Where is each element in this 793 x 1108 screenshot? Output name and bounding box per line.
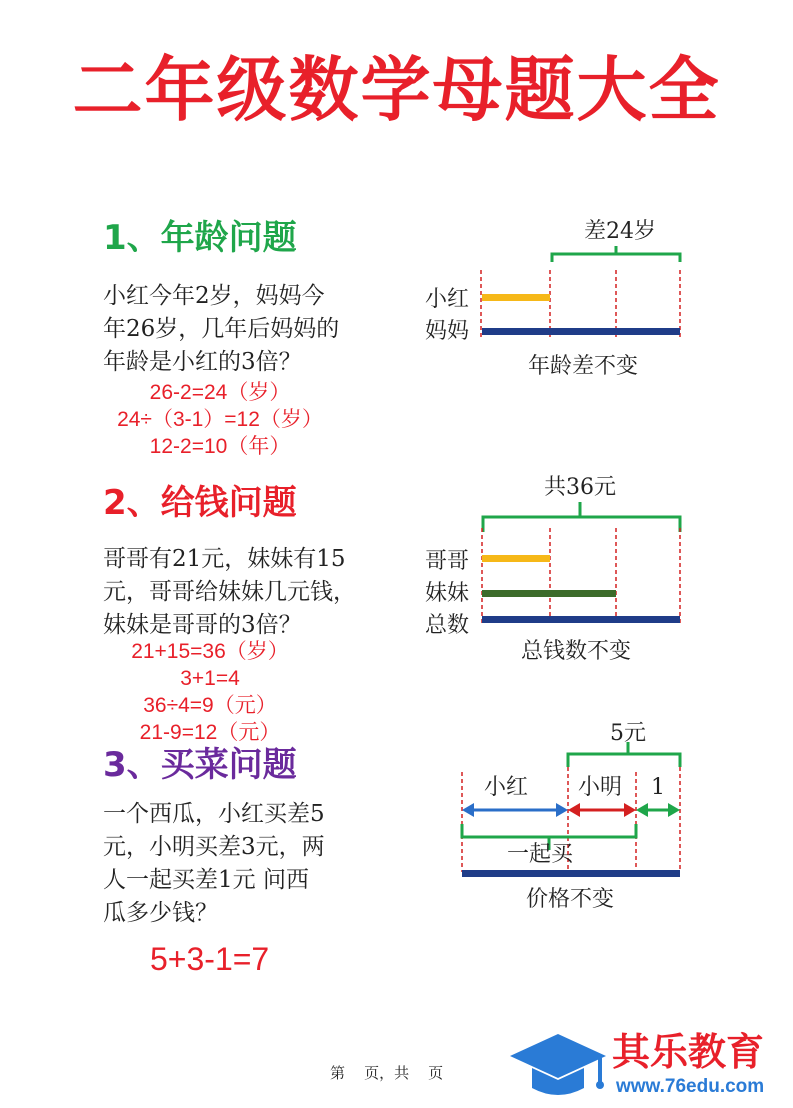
solution-line: 21+15=36（岁） xyxy=(131,640,289,663)
meimei-bar xyxy=(482,590,616,597)
problem-line: 一个西瓜，小红买差5 xyxy=(103,801,325,827)
age-diagram-bottom-label: 年龄差不变 xyxy=(527,354,639,379)
brand-name: 其乐教育 xyxy=(612,1030,765,1074)
xiaoming-arrow xyxy=(568,803,636,817)
total-bar xyxy=(482,616,680,623)
section-2-solution xyxy=(90,638,330,746)
problem-line: 妹妹是哥哥的3倍？ xyxy=(103,612,302,638)
together-label: 一起买 xyxy=(506,842,574,867)
problem-line: 年26岁，几年后妈妈的 xyxy=(103,316,340,342)
solution-line: 21-9=12（元） xyxy=(139,721,281,744)
solution-line: 24÷（3-1）=12（岁） xyxy=(117,408,323,431)
xiaohong-bar xyxy=(482,294,550,301)
graduation-cap-icon xyxy=(508,1030,608,1102)
price-diagram-top-label: 5元 xyxy=(610,721,646,746)
problem-line: 元，小明买差3元，两 xyxy=(103,834,325,860)
money-diagram-bottom-label: 总钱数不变 xyxy=(520,639,632,664)
problem-line: 哥哥有21元，妹妹有15 xyxy=(103,546,346,572)
price-diagram-bottom-label: 价格不变 xyxy=(525,887,615,912)
segment-label: 1 xyxy=(651,775,665,800)
solution-line: 12-2=10（年） xyxy=(149,435,291,458)
money-diagram xyxy=(420,468,710,668)
page-title: 二年级数学母题大全 xyxy=(72,49,721,131)
bar-label: 妹妹 xyxy=(425,581,470,606)
segment-label: 小红 xyxy=(483,775,529,800)
solution-line: 26-2=24（岁） xyxy=(149,381,291,404)
problem-line: 年龄是小红的3倍？ xyxy=(103,349,302,375)
bar-label: 妈妈 xyxy=(425,319,470,344)
segment-label: 小明 xyxy=(577,775,623,800)
problem-line: 人一起买差1元 问西 xyxy=(103,867,309,893)
section-2-problem xyxy=(103,543,356,642)
section-3-problem xyxy=(103,798,325,930)
price-diagram xyxy=(440,712,710,917)
problem-line: 小红今年2岁，妈妈今 xyxy=(103,283,325,309)
page-number: 第 页，共 页 xyxy=(330,1064,444,1082)
section-3-heading: 3、买菜问题 xyxy=(103,745,297,785)
section-3-solution: 5+3-1=7 xyxy=(150,941,270,977)
xiaohong-arrow xyxy=(462,803,568,817)
problem-line: 元，哥哥给妹妹几元钱， xyxy=(103,579,356,605)
section-1-problem xyxy=(103,280,339,379)
bar-label: 哥哥 xyxy=(425,549,470,574)
section-1-heading: 1、年龄问题 xyxy=(103,218,297,258)
section-2-heading: 2、给钱问题 xyxy=(103,483,297,523)
solution-line: 3+1=4 xyxy=(180,667,240,690)
mama-bar xyxy=(482,328,680,335)
problem-line: 瓜多少钱？ xyxy=(103,900,218,926)
section-1-solution xyxy=(95,379,345,460)
bar-label: 总数 xyxy=(425,613,470,638)
difference-brace xyxy=(552,246,680,262)
bar-label: 小红 xyxy=(425,287,470,312)
price-bar xyxy=(462,870,680,877)
gege-bar xyxy=(482,555,550,562)
age-diagram xyxy=(420,210,710,390)
age-diagram-top-label: 差24岁 xyxy=(584,219,656,244)
brand-url: www.76edu.com xyxy=(616,1076,765,1097)
money-diagram-top-label: 共36元 xyxy=(544,475,616,500)
one-yuan-arrow xyxy=(636,803,680,817)
total-brace xyxy=(483,502,680,532)
solution-line: 36÷4=9（元） xyxy=(143,694,277,717)
